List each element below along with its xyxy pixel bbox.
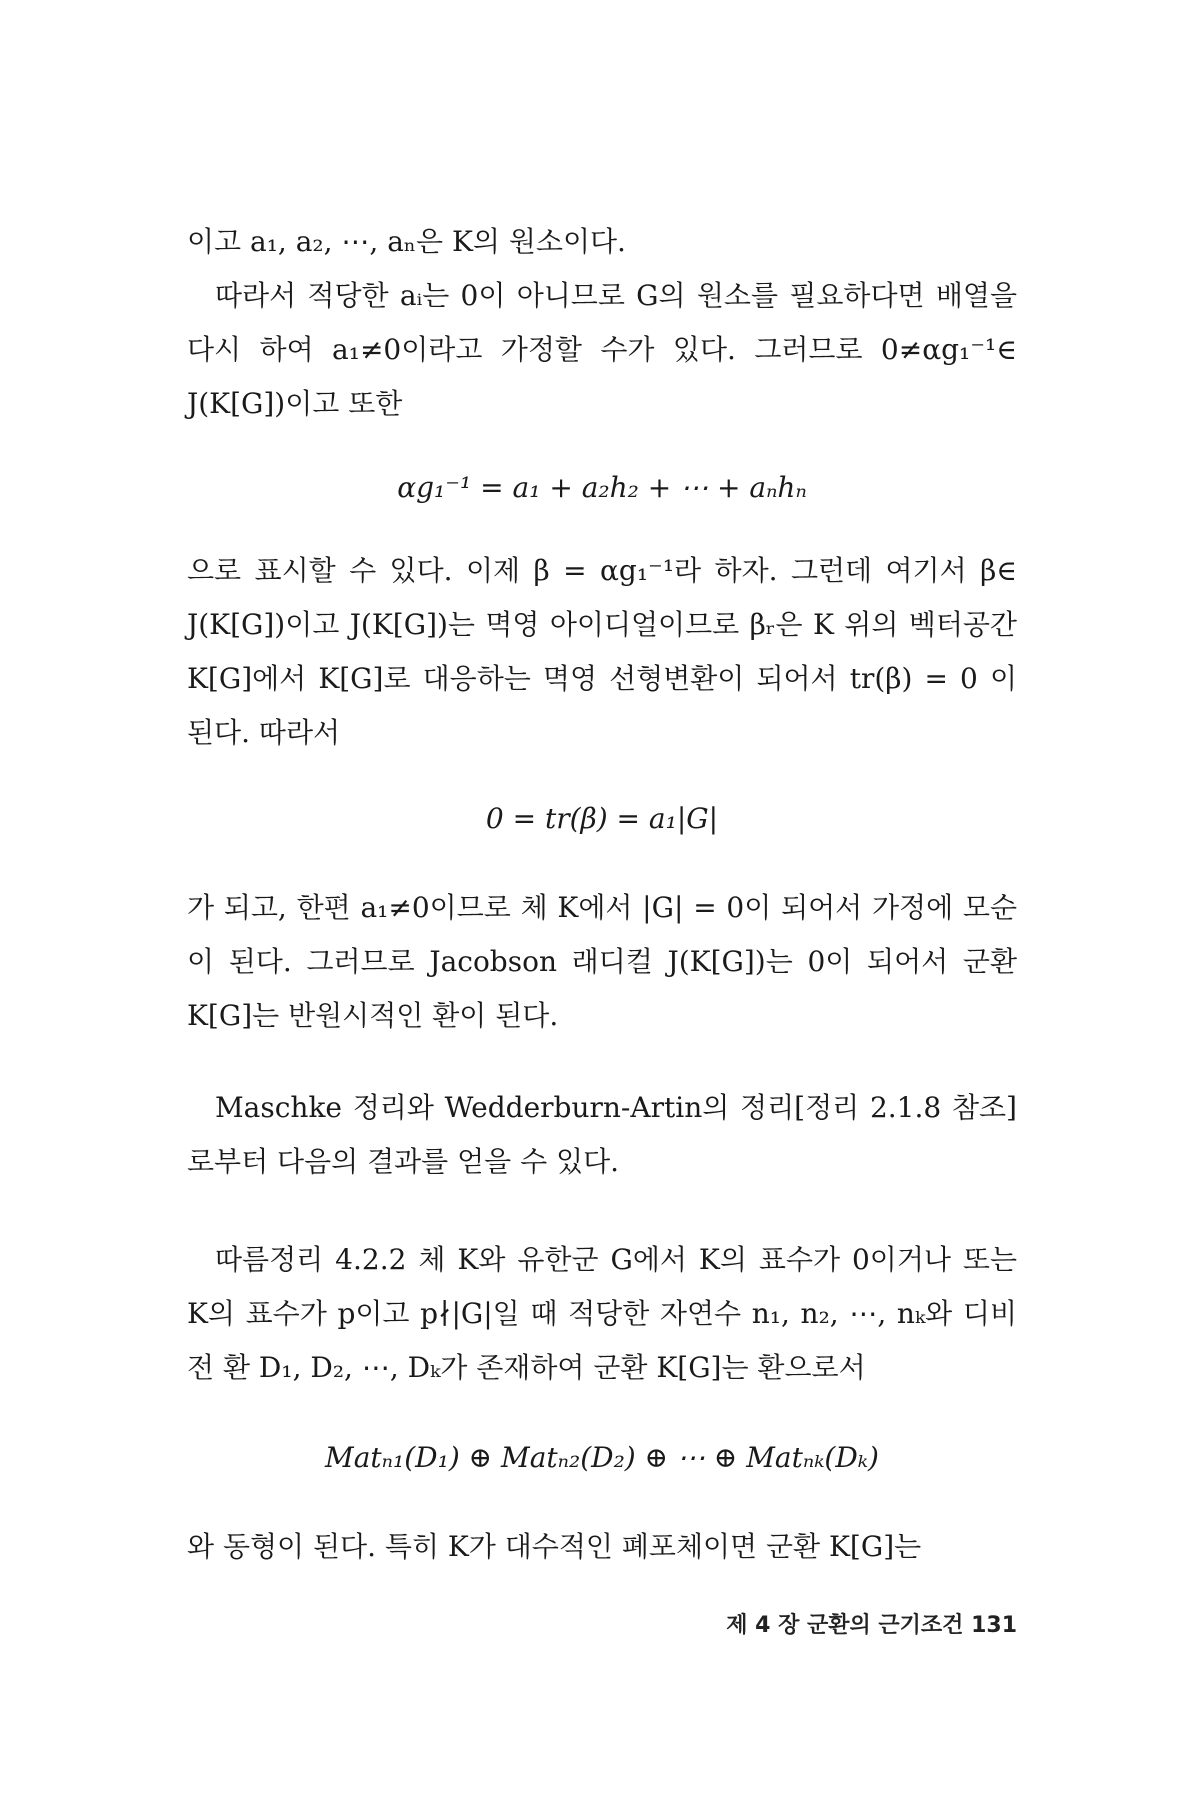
paragraph-7: 와 동형이 된다. 특히 K가 대수적인 폐포체이면 군환 K[G]는	[187, 1530, 922, 1563]
equation-2: 0 = tr(β) = a₁|G|	[485, 802, 719, 835]
paragraph-5: Maschke 정리와 Wedderburn-Artin의 정리[정리 2.1.8 참조]로부터 다음의 결과를 얻을 수 있다.	[187, 1091, 1017, 1178]
page-footer: 제 4 장 군환의 근기조건 131	[726, 1613, 1017, 1638]
page-body	[187, 215, 1017, 1574]
paragraph-2: 따라서 적당한 aᵢ는 0이 아니므로 G의 원소를 필요하다면 배열을 다시 하여 a₁≠0이라고 가정할 수가 있다. 그러므로 0≠αg₁⁻¹∈ J(K[G])이고 또한	[187, 279, 1017, 420]
equation-3: Matₙ₁(D₁) ⊕ Matₙ₂(D₂) ⊕ ⋯ ⊕ Matₙₖ(Dₖ)	[325, 1441, 879, 1474]
paragraph-4: 가 되고, 한편 a₁≠0이므로 체 K에서 |G| = 0이 되어서 가정에 모순이 된다. 그러므로 Jacobson 래디컬 J(K[G])는 0이 되어서 군환 K[G]는 반원시적인 환이 된다.	[187, 891, 1017, 1032]
equation-1: αg₁⁻¹ = a₁ + a₂h₂ + ⋯ + aₙhₙ	[397, 471, 807, 504]
corollary-4-2-2: 따름정리 4.2.2 체 K와 유한군 G에서 K의 표수가 0이거나 또는 K의 표수가 p이고 p∤|G|일 때 적당한 자연수 n₁, n₂, ⋯, nₖ와 디비전 환 D₁, D₂, ⋯, Dₖ가 존재하여 군환 K[G]는 환으로서	[187, 1243, 1017, 1384]
paragraph-3: 으로 표시할 수 있다. 이제 β = αg₁⁻¹라 하자. 그런데 여기서 β∈ J(K[G])이고 J(K[G])는 멱영 아이디얼이므로 βᵣ은 K 위의 벡터공간 K[G]에서 K[G]로 대응하는 멱영 선형변환이 되어서 tr(β) = 0 이 된다. 따라서	[187, 554, 1017, 749]
paragraph-1: 이고 a₁, a₂, ⋯, aₙ은 K의 원소이다.	[187, 225, 626, 258]
